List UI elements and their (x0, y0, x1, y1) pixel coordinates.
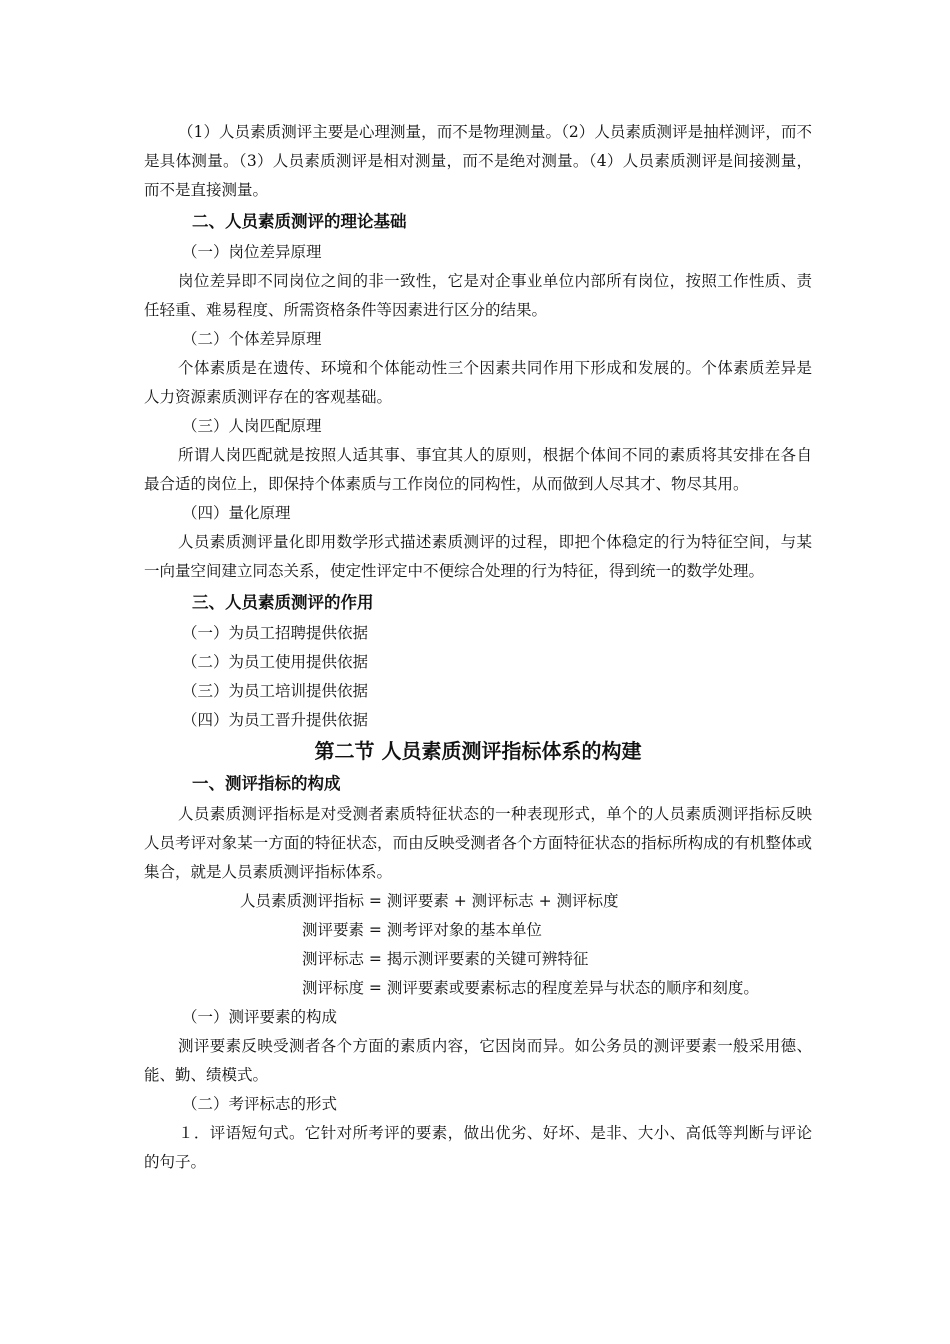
section-heading-functions: 三、人员素质测评的作用 (192, 593, 374, 612)
section-heading-theory: 二、人员素质测评的理论基础 (192, 212, 407, 231)
function-item-usage: （二）为员工使用提供依据 (182, 653, 369, 671)
intro-paragraph: （1）人员素质测评主要是心理测量，而不是物理测量。（2）人员素质测评是抽样测评，而不是具体测量。（3）人员素质测评是相对测量，而不是绝对测量。（4）人员素质测评是间接测量，而不是直接测量。 (144, 123, 812, 199)
formula-definition: = 测评要素或要素标志的程度差异与状态的顺序和刻度。 (364, 979, 759, 997)
subheading-quantification: （四）量化原理 (182, 504, 291, 522)
paragraph-quantification: 人员素质测评量化即用数学形式描述素质测评的过程，即把个体稳定的行为特征空间，与某一向量空间建立同态关系，使定性评定中不便综合处理的行为特征，得到统一的数学处理。 (144, 533, 812, 580)
function-item-training: （三）为员工培训提供依据 (182, 682, 369, 700)
paragraph-person-job-match: 所谓人岗匹配就是按照人适其事、事宜其人的原则，根据个体间不同的素质将其安排在各自最合适的岗位上，即保持个体素质与工作岗位的同构性，从而做到人尽其才、物尽其用。 (144, 446, 812, 493)
formula-term: 测评标度 (301, 979, 364, 997)
formula-block (144, 887, 812, 1003)
paragraph-position-difference: 岗位差异即不同岗位之间的非一致性，它是对企事业单位内部所有岗位，按照工作性质、责任轻重、难易程度、所需资格条件等因素进行区分的结果。 (144, 272, 812, 319)
paragraph-mark-form: １．评语短句式。它针对所考评的要素，做出优劣、好坏、是非、大小、高低等判断与评论的句子。 (144, 1124, 812, 1171)
document-page (144, 118, 812, 1177)
formula-term: 人员素质测评指标 (239, 892, 364, 910)
formula-term: 测评要素 (301, 921, 364, 939)
paragraph-element-composition: 测评要素反映受测者各个方面的素质内容，它因岗而异。如公务员的测评要素一般采用德、能、勤、绩模式。 (144, 1037, 812, 1084)
function-item-promotion: （四）为员工晋升提供依据 (182, 711, 369, 729)
subheading-person-job-match: （三）人岗匹配原理 (182, 417, 322, 435)
formula-row (144, 887, 812, 916)
formula-definition: = 揭示测评要素的关键可辨特征 (364, 950, 589, 968)
subheading-position-difference: （一）岗位差异原理 (182, 243, 322, 261)
subheading-mark-form: （二）考评标志的形式 (182, 1095, 338, 1113)
function-item-recruitment: （一）为员工招聘提供依据 (182, 624, 369, 642)
paragraph-indicator-definition: 人员素质测评指标是对受测者素质特征状态的一种表现形式，单个的人员素质测评指标反映人员考评对象某一方面的特征状态，而由反映受测者各个方面特征状态的指标所构成的有机整体或集合，就是人员素质测评指标体系。 (144, 805, 812, 881)
formula-definition: = 测评要素 + 测评标志 + 测评标度 (364, 892, 619, 910)
subheading-element-composition: （一）测评要素的构成 (182, 1008, 338, 1026)
chapter-title: 第二节 人员素质测评指标体系的构建 (314, 739, 642, 763)
subheading-individual-difference: （二）个体差异原理 (182, 330, 322, 348)
paragraph-individual-difference: 个体素质是在遗传、环境和个体能动性三个因素共同作用下形成和发展的。个体素质差异是人力资源素质测评存在的客观基础。 (144, 359, 812, 406)
formula-row (144, 974, 812, 1003)
formula-row (144, 945, 812, 974)
formula-term: 测评标志 (301, 950, 364, 968)
section-heading-indicator-composition: 一、测评指标的构成 (192, 774, 341, 793)
formula-definition: = 测考评对象的基本单位 (364, 921, 542, 939)
formula-row (144, 916, 812, 945)
